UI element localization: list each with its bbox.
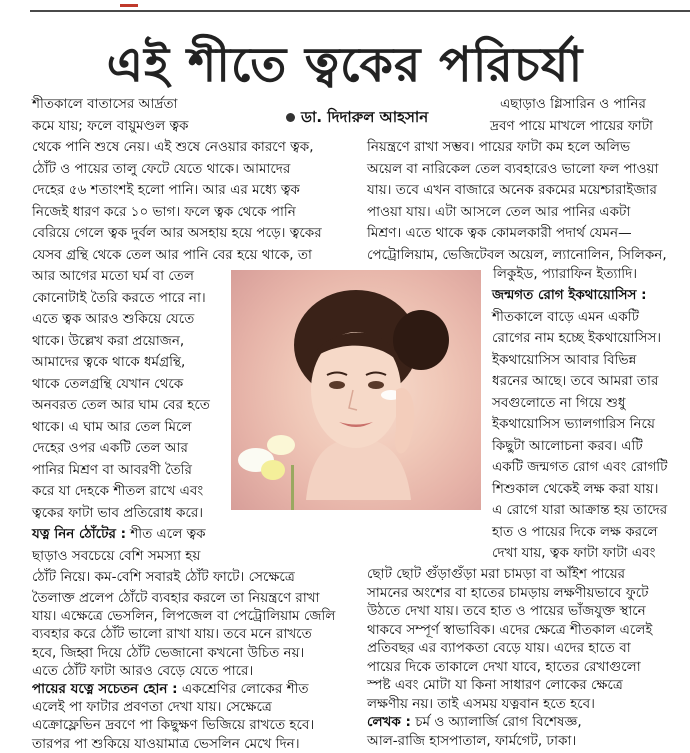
text-line: ঠোঁট নিয়ে। কম-বেশি সবারই ঠোঁট ফাটে। সেক্ষেত্রে	[32, 569, 295, 585]
feet-first: একশ্রেণির লোকের শীত	[177, 681, 309, 697]
text-line: সামনের অংশের বা হাতের চামড়ায় লক্ষণীয়ভাবে ফুটে	[367, 584, 649, 601]
author-affiliation: আল-রাজি হাসপাতাল, ফার্মগেট, ঢাকা।	[367, 732, 577, 749]
text-line: পানির মিশ্রণ বা আবরণী তৈরি	[32, 462, 192, 478]
text-line: এক্রোফ্লেভিন দ্রবণে পা কিছুক্ষণ ভিজিয়ে রাখতে হবে।	[32, 717, 315, 734]
byline	[286, 106, 428, 131]
text-line: প্রতিবছর এর ব্যাপকতা বেড়ে যায়। এদের হাতে বা	[367, 640, 631, 656]
text-line: কিছুটা আলোচনা করব। এটি	[492, 438, 643, 454]
text-line: তারপর পা শুকিয়ে যাওয়ামাত্র ভেসলিন মেখে দিন।	[32, 735, 300, 752]
text-line: দেহের ৫৬ শতাংশই হলো পানি। আর এর মধ্যে ত্বক	[32, 182, 300, 198]
text-line: কমে যায়; ফলে বায়ুমণ্ডল ত্বক	[32, 118, 189, 134]
text-line: পায়ের দিকে তাকালে দেখা যাবে, হাতের রেখাগুলো	[367, 658, 641, 675]
text-line: পেট্রোলিয়াম, ভেজিটেবল অয়েল, ল্যানোলিন, সিলিকন,	[367, 247, 667, 263]
text-line: শিশুকাল থেকেই লক্ষ করা যায়।	[492, 481, 659, 497]
top-rule-accent	[120, 4, 138, 7]
text-line: একটি জন্মগত রোগ এবং রোগটি	[492, 459, 668, 475]
top-rule-line	[30, 10, 690, 12]
text-line: ধরনের আছে। তবে আমরা তার	[492, 373, 659, 389]
text-line: মিশ্রণ। এতে থাকে ত্বক কোমলকারী পদার্থ যেমন—	[367, 225, 632, 241]
text-line	[32, 680, 309, 698]
text-line: নিজেই ধারণ করে ১০ ভাগ। ফলে ত্বক থেকে পানি	[32, 204, 296, 220]
author-credit	[367, 713, 582, 731]
text-line: ছাড়াও সবচেয়ে বেশি সমস্যা হয়	[32, 548, 201, 564]
text-line	[32, 524, 206, 546]
text-line: থাকে তেলগ্রন্থি যেখান থেকে	[32, 376, 184, 392]
text-line: করে যা দেহকে শীতল রাখে এবং	[32, 483, 204, 499]
text-line: এ রোগে যারা আক্রান্ত হয় তাদের	[492, 502, 668, 518]
text-line: ছোট ছোট গুঁড়াগুঁড়া মরা চামড়া বা আঁইশ পায়ের	[367, 566, 626, 582]
author-heading: লেখক :	[367, 714, 411, 730]
text-line: শীতকালে বাড়ে এমন একটি	[492, 309, 639, 325]
text-line: হাত ও পায়ের দিকে লক্ষ করলে	[492, 524, 658, 540]
text-line: যায়। এক্ষেত্রে ভেসলিন, লিপজেল বা পেট্রোলিয়াম জেলি	[32, 608, 336, 625]
text-line: ইকথায়োসিস আবার বিভিন্ন	[492, 352, 637, 368]
top-rule	[30, 0, 690, 12]
text-line: এতে ঠোঁট ফাটা আরও বেড়ে যেতে পারে।	[32, 662, 254, 679]
text-line: দেহের ওপর একটি তেল আর	[32, 440, 188, 456]
lips-first: শীত এলে ত্বক	[125, 526, 206, 542]
text-line: অনবরত তেল আর ঘাম বের হতে	[32, 397, 210, 413]
right-heading	[492, 285, 647, 307]
text-line: ঠোঁট ও পায়ের তালু ফেটে যেতে থাকে। আমাদের	[32, 161, 291, 177]
text-line: অয়েল বা নারিকেল তেল ব্যবহারেও ভালো ফল পাওয়া	[367, 161, 659, 177]
text-line: হবে, জিহ্বা দিয়ে ঠোঁট ভেজানো কখনো উচিত নয়।	[32, 644, 305, 661]
text-line: থাকবে সম্পূর্ণ স্বাভাবিক। এদের ক্ষেত্রে শীতকাল এলেই	[367, 621, 653, 638]
text-line: যেসব গ্রন্থি থেকে তেল আর পানি বের হয়ে থাকে, তা	[32, 247, 312, 263]
text-line: বেরিয়ে গেলে ত্বক দুর্বল আর অসহায় হয়ে পড়ে। ত্বকের	[32, 225, 322, 241]
text-line: শীতকালে বাতাসের আর্দ্রতা	[32, 96, 178, 112]
text-line: তৈলাক্ত প্রলেপ ঠোঁটে ব্যবহার করলে তা নিয়ন্ত্রণে রাখা	[32, 590, 320, 606]
text-line: দ্রবণ পায়ে মাখলে পায়ের ফাটা	[490, 118, 653, 134]
text-line: উঠতে দেখা যায়। তবে হাত ও পায়ের ভাঁজযুক্ত স্থানে	[367, 603, 646, 619]
text-line: থাকে। উল্লেখ করা প্রয়োজন,	[32, 333, 185, 349]
text-line: যায়। তবে এখন বাজারে অনেক রকমের ময়েশ্চারাইজার	[367, 182, 657, 198]
article-headline: এই শীতে ত্বকের পরিচর্যা	[106, 37, 584, 93]
feet-heading: পায়ের যত্নে সচেতন হোন :	[32, 681, 178, 697]
text-line: এতে ত্বক আরও শুকিয়ে যেতে	[32, 311, 195, 327]
text-line: রোগের নাম হচ্ছে ইকথায়োসিস।	[492, 330, 662, 346]
text-line: থেকে পানি শুষে নেয়। এই শুষে নেওয়ার কারণে ত্বক,	[32, 139, 314, 155]
text-line: পাওয়া যায়। এটা আসলে তেল আর পানির একটা	[367, 204, 631, 220]
text-line: নিয়ন্ত্রণে রাখা সম্ভব। পায়ের ফাটা কম হলে অলিভ	[367, 139, 631, 155]
bullet-icon	[286, 113, 295, 122]
text-line: সবগুলোতে না গিয়ে শুধু	[492, 395, 626, 411]
author-name: ডা. দিদারুল আহসান	[301, 108, 429, 126]
text-line: ত্বকের ফাটা ভাব প্রতিরোধ করে।	[32, 505, 204, 521]
text-line: আমাদের ত্বকে থাকে ধর্মগ্রন্থি,	[32, 354, 186, 370]
text-line: এছাড়াও গ্লিসারিন ও পানির	[500, 96, 646, 112]
ichthyosis-heading: জন্মগত রোগ ইকথায়োসিস :	[492, 287, 647, 303]
text-line: থাকে। এ ঘাম আর তেল মিলে	[32, 419, 192, 435]
text-line: আর আগের মতো ঘর্ম বা তেল	[32, 268, 194, 284]
text-line: লিকুইড, প্যারাফিন ইত্যাদি।	[493, 266, 638, 282]
text-line: দেখা যায়, ত্বক ফাটা ফাটা এবং	[492, 545, 656, 561]
woman-skincare-photo	[231, 270, 481, 510]
text-line: ইকথায়োসিস ভ্যালগারিস নিয়ে	[492, 416, 655, 432]
author-title: চর্ম ও অ্যালার্জি রোগ বিশেষজ্ঞ,	[410, 714, 582, 730]
lips-heading: যত্ন নিন ঠোঁটের :	[32, 526, 126, 542]
photo-illustration	[231, 270, 481, 510]
text-line: ব্যবহার করে ঠোঁট ভালো রাখা যায়। তবে মনে রাখতে	[32, 626, 312, 643]
text-line: এলেই পা ফাটার প্রবণতা দেখা যায়। সেক্ষেত্রে	[32, 699, 272, 716]
text-line: লক্ষণীয় নয়। তাই এসময় যত্নবান হতে হবে।	[367, 695, 595, 712]
text-line: কোনোটাই তৈরি করতে পারে না।	[32, 290, 206, 306]
text-line: স্পষ্ট এবং মোটা যা কিনা সাধারণ লোকের ক্ষেত্রে	[367, 677, 623, 693]
